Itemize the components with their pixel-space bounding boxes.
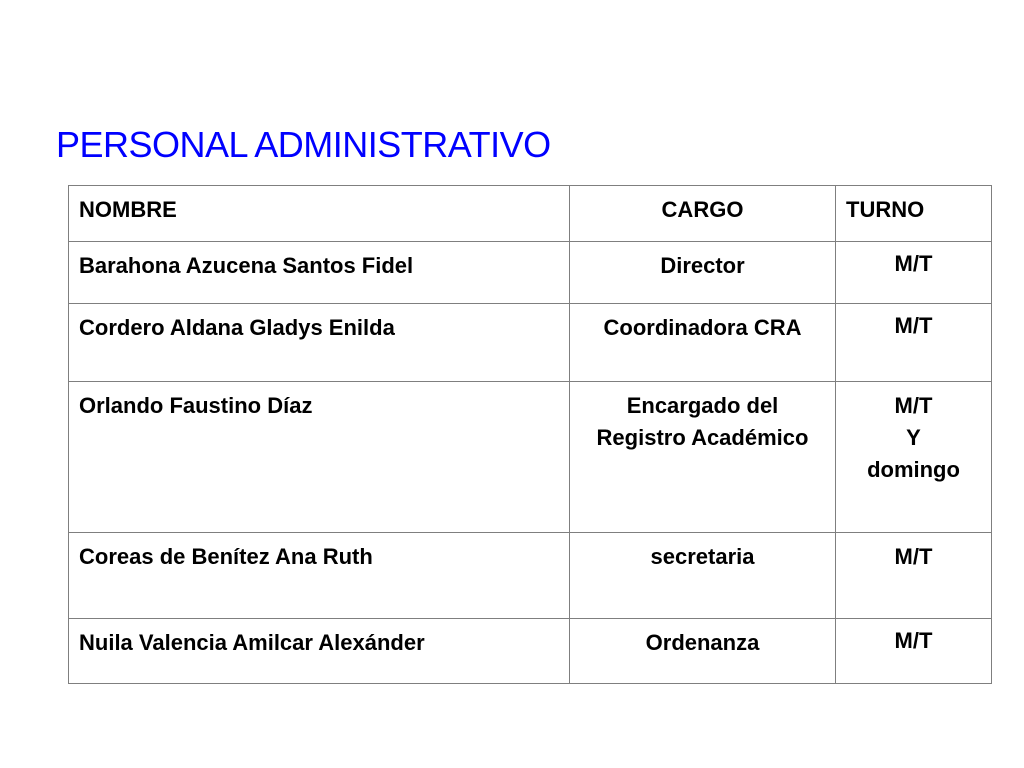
- table-row: [69, 242, 992, 304]
- cell-turno: M/T: [836, 304, 992, 382]
- table-row: [69, 533, 992, 619]
- cell-turno: M/T: [836, 533, 992, 619]
- table-row: [69, 382, 992, 533]
- table-row: [69, 619, 992, 684]
- table-row: [69, 304, 992, 382]
- page-title: PERSONAL ADMINISTRATIVO: [56, 124, 551, 165]
- cell-turno: M/T: [836, 242, 992, 304]
- column-header-nombre: NOMBRE: [69, 186, 570, 242]
- cell-nombre: Coreas de Benítez Ana Ruth: [69, 533, 570, 619]
- personnel-table: [68, 185, 992, 684]
- cell-turno: M/T Y domingo: [836, 382, 992, 533]
- cell-nombre: Nuila Valencia Amilcar Alexánder: [69, 619, 570, 684]
- column-header-turno: TURNO: [836, 186, 992, 242]
- cell-nombre: Orlando Faustino Díaz: [69, 382, 570, 533]
- cell-cargo: Ordenanza: [570, 619, 836, 684]
- cell-nombre: Cordero Aldana Gladys Enilda: [69, 304, 570, 382]
- cell-nombre: Barahona Azucena Santos Fidel: [69, 242, 570, 304]
- cell-cargo: Coordinadora CRA: [570, 304, 836, 382]
- cell-cargo: Director: [570, 242, 836, 304]
- column-header-cargo: CARGO: [570, 186, 836, 242]
- cell-turno: M/T: [836, 619, 992, 684]
- cell-cargo: Encargado del Registro Académico: [570, 382, 836, 533]
- cell-cargo: secretaria: [570, 533, 836, 619]
- table-header-row: [69, 186, 992, 242]
